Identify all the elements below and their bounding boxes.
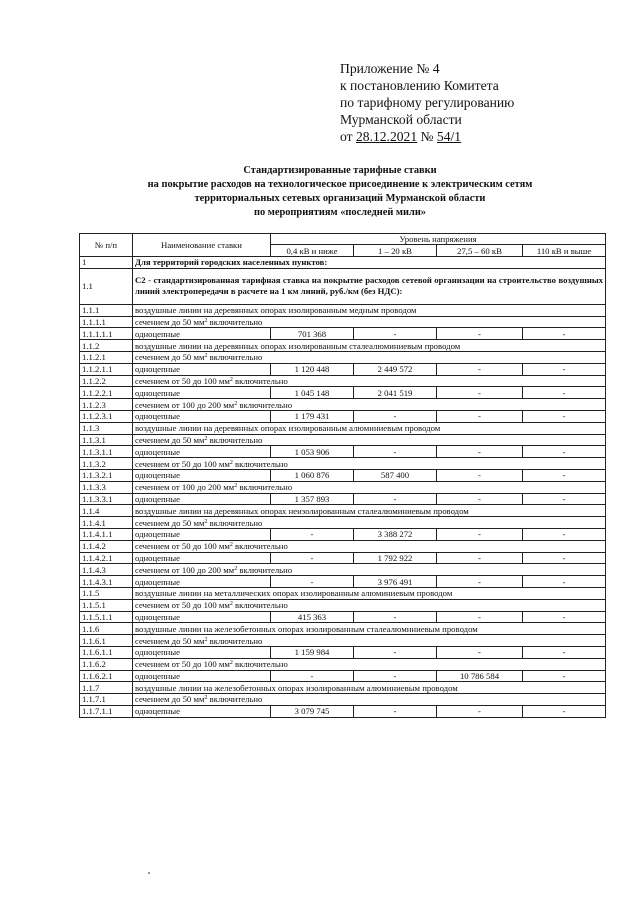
title-line: Стандартизированные тарифные ставки	[243, 165, 437, 176]
row-num: 1.1.3.1.1	[80, 446, 133, 458]
row-num: 1.1.6.2.1	[80, 670, 133, 682]
section-text-tail: включительно	[207, 352, 263, 363]
rate-value: -	[523, 363, 606, 375]
table-body	[80, 257, 606, 718]
unit-superscript: 2	[229, 459, 233, 466]
section-text	[133, 399, 606, 411]
rate-value: -	[354, 328, 437, 340]
section-text	[133, 682, 606, 694]
appendix-line: Приложение № 4	[340, 61, 440, 76]
section-row	[80, 304, 606, 316]
section-text-tail: включительно	[237, 399, 293, 410]
table-row	[80, 493, 606, 505]
section-row	[80, 682, 606, 694]
row-num: 1.1.5.1	[80, 599, 133, 611]
rate-value: -	[354, 705, 437, 717]
row-name: одноцепные	[133, 446, 271, 458]
rate-value: -	[271, 552, 354, 564]
section-text-main: воздушные линии на деревянных опорах изолированным медным проводом	[135, 305, 417, 316]
row-num: 1.1.3	[80, 422, 133, 434]
group-text: Для территорий городских населенных пунктов:	[133, 257, 606, 269]
group-row	[80, 257, 606, 269]
row-num: 1.1.7	[80, 682, 133, 694]
table-row	[80, 646, 606, 658]
row-num: 1.1.3.2.1	[80, 469, 133, 481]
row-num: 1.1.4.1.1	[80, 528, 133, 540]
rate-value: 1 060 876	[271, 469, 354, 481]
section-text-main: воздушные линии на деревянных опорах изолированным сталеалюминиевым проводом	[135, 340, 461, 351]
rate-value: -	[437, 646, 523, 658]
row-num: 1.1.3.1	[80, 434, 133, 446]
row-num: 1.1.7.1.1	[80, 705, 133, 717]
rate-value: 1 792 922	[354, 552, 437, 564]
unit-superscript: 2	[229, 601, 233, 608]
section-text	[133, 623, 606, 635]
section-text-tail: включительно	[232, 375, 288, 386]
rate-value: -	[437, 328, 523, 340]
row-num: 1.1.4	[80, 505, 133, 517]
rate-value: -	[523, 576, 606, 588]
table-row	[80, 446, 606, 458]
row-num: 1.1.2.2.1	[80, 387, 133, 399]
header-voltage: Уровень напряжения	[271, 234, 606, 245]
section-row	[80, 587, 606, 599]
row-num: 1.1.2.1.1	[80, 363, 133, 375]
rate-value: -	[523, 446, 606, 458]
section-text	[133, 694, 606, 706]
section-text-main: воздушные линии на деревянных опорах неизолированным сталеалюминиевым проводом	[135, 505, 469, 516]
section-row	[80, 517, 606, 529]
rate-value: 3 976 491	[354, 576, 437, 588]
table-row	[80, 387, 606, 399]
rate-value: 3 079 745	[271, 705, 354, 717]
section-text-main: сечением от 50 до 100 мм	[135, 541, 230, 552]
header-name: Наименование ставки	[133, 234, 271, 257]
section-row	[80, 635, 606, 647]
row-name: одноцепные	[133, 552, 271, 564]
section-text	[133, 540, 606, 552]
section-text	[133, 304, 606, 316]
section-text	[133, 481, 606, 493]
section-text-tail: включительно	[207, 517, 263, 528]
table-row	[80, 576, 606, 588]
appendix-line: по тарифному регулированию	[340, 95, 515, 110]
row-name: одноцепные	[133, 328, 271, 340]
table-row	[80, 328, 606, 340]
rate-value: -	[523, 493, 606, 505]
section-text-main: сечением до 50 мм	[135, 434, 205, 445]
section-text-tail: включительно	[232, 541, 288, 552]
unit-superscript: 2	[204, 518, 208, 525]
row-num: 1.1.5.1.1	[80, 611, 133, 623]
header-num: № п/п	[80, 234, 133, 257]
header-level: 1 – 20 кВ	[354, 245, 437, 257]
rate-value: -	[437, 576, 523, 588]
rate-value: -	[271, 528, 354, 540]
unit-superscript: 2	[229, 376, 233, 383]
section-row	[80, 351, 606, 363]
table-row	[80, 611, 606, 623]
rate-value: -	[523, 328, 606, 340]
row-name: одноцепные	[133, 363, 271, 375]
rate-value: -	[437, 705, 523, 717]
rate-value: 1 179 431	[271, 410, 354, 422]
section-row	[80, 658, 606, 670]
rate-value: -	[271, 576, 354, 588]
rate-value: 1 053 906	[271, 446, 354, 458]
section-row	[80, 623, 606, 635]
rate-value: 415 363	[271, 611, 354, 623]
rate-value: -	[437, 493, 523, 505]
row-name: одноцепные	[133, 528, 271, 540]
rate-value: 1 045 148	[271, 387, 354, 399]
title-line: по мероприятиям «последней мили»	[253, 207, 426, 218]
section-text-main: сечением от 50 до 100 мм	[135, 659, 230, 670]
unit-superscript: 2	[204, 317, 208, 324]
section-text-main: сечением до 50 мм	[135, 352, 205, 363]
unit-superscript: 2	[234, 565, 238, 572]
row-name: одноцепные	[133, 646, 271, 658]
section-row	[80, 540, 606, 552]
scan-speck	[148, 872, 150, 874]
section-text	[133, 434, 606, 446]
rate-value: 587 400	[354, 469, 437, 481]
header-level: 27,5 – 60 кВ	[437, 245, 523, 257]
row-num: 1.1.2.2	[80, 375, 133, 387]
table-row	[80, 552, 606, 564]
section-text	[133, 351, 606, 363]
rate-value: -	[354, 611, 437, 623]
section-text-tail: включительно	[207, 434, 263, 445]
unit-superscript: 2	[204, 636, 208, 643]
section-text	[133, 340, 606, 352]
section-text-main: сечением от 50 до 100 мм	[135, 600, 230, 611]
rate-value: 1 120 448	[271, 363, 354, 375]
section-text-main: сечением до 50 мм	[135, 316, 205, 327]
header-level: 0,4 кВ и ниже	[271, 245, 354, 257]
unit-superscript: 2	[204, 435, 208, 442]
appendix-line: Мурманской области	[340, 112, 462, 127]
unit-superscript: 2	[229, 542, 233, 549]
rate-value: 3 388 272	[354, 528, 437, 540]
row-num: 1.1.3.2	[80, 458, 133, 470]
section-text-main: сечением до 50 мм	[135, 635, 205, 646]
tariff-table	[79, 233, 606, 718]
row-name: одноцепные	[133, 576, 271, 588]
table-row	[80, 705, 606, 717]
rate-value: 2 041 519	[354, 387, 437, 399]
section-text-main: сечением от 50 до 100 мм	[135, 375, 230, 386]
rate-value: -	[523, 528, 606, 540]
section-text	[133, 564, 606, 576]
section-text-main: сечением до 50 мм	[135, 517, 205, 528]
row-num: 1	[80, 257, 133, 269]
rate-value: -	[354, 410, 437, 422]
table-row	[80, 528, 606, 540]
section-row	[80, 422, 606, 434]
section-text-tail: включительно	[207, 316, 263, 327]
section-text	[133, 458, 606, 470]
row-num: 1.1.6.1.1	[80, 646, 133, 658]
section-row	[80, 458, 606, 470]
section-text	[133, 635, 606, 647]
row-num: 1.1.4.2.1	[80, 552, 133, 564]
row-name: одноцепные	[133, 670, 271, 682]
row-num: 1.1.4.3	[80, 564, 133, 576]
rate-value: -	[523, 646, 606, 658]
section-text	[133, 422, 606, 434]
row-num: 1.1.2.3.1	[80, 410, 133, 422]
row-name: одноцепные	[133, 705, 271, 717]
intro-text: С2 - стандартизированная тарифная ставка на покрытие расходов сетевой организации на строительство воздушных линий электропередачи в расчете на 1 км линий, руб./км (без НДС):	[133, 268, 606, 304]
table-row	[80, 410, 606, 422]
section-text-tail: включительно	[207, 694, 263, 705]
unit-superscript: 2	[204, 695, 208, 702]
row-name: одноцепные	[133, 410, 271, 422]
table-row	[80, 670, 606, 682]
rate-value: -	[354, 670, 437, 682]
rate-value: -	[523, 670, 606, 682]
section-row	[80, 434, 606, 446]
rate-value: -	[354, 446, 437, 458]
header-level: 110 кВ и выше	[523, 245, 606, 257]
intro-row	[80, 268, 606, 304]
section-text	[133, 517, 606, 529]
section-text-main: воздушные линии на деревянных опорах изолированным алюминиевым проводом	[135, 423, 441, 434]
rate-value: -	[354, 646, 437, 658]
row-name: одноцепные	[133, 611, 271, 623]
row-num: 1.1.6.1	[80, 635, 133, 647]
section-text	[133, 658, 606, 670]
rate-value: 1 357 893	[271, 493, 354, 505]
row-name: одноцепные	[133, 493, 271, 505]
section-text-tail: включительно	[237, 564, 293, 575]
rate-value: -	[437, 528, 523, 540]
section-text-main: сечением от 50 до 100 мм	[135, 458, 230, 469]
rate-value: -	[523, 410, 606, 422]
section-row	[80, 340, 606, 352]
section-text-main: сечением от 100 до 200 мм	[135, 399, 235, 410]
document-title	[60, 164, 620, 220]
title-line: территориальных сетевых организаций Мурманской области	[194, 193, 486, 204]
rate-value: 2 449 572	[354, 363, 437, 375]
rate-value: -	[523, 469, 606, 481]
rate-value: 10 786 584	[437, 670, 523, 682]
row-name: одноцепные	[133, 469, 271, 481]
section-text-tail: включительно	[232, 600, 288, 611]
row-num: 1.1.1.1.1	[80, 328, 133, 340]
row-num: 1.1.3.3	[80, 481, 133, 493]
rate-value: -	[271, 670, 354, 682]
row-num: 1.1.6.2	[80, 658, 133, 670]
unit-superscript: 2	[204, 353, 208, 360]
section-text	[133, 505, 606, 517]
section-text-main: сечением от 100 до 200 мм	[135, 482, 235, 493]
unit-superscript: 2	[229, 660, 233, 667]
section-row	[80, 481, 606, 493]
row-num: 1.1.2.1	[80, 351, 133, 363]
row-num: 1.1.6	[80, 623, 133, 635]
table-row	[80, 363, 606, 375]
section-text-tail: включительно	[237, 482, 293, 493]
section-row	[80, 564, 606, 576]
rate-value: 1 159 984	[271, 646, 354, 658]
row-name: одноцепные	[133, 387, 271, 399]
rate-value: -	[437, 446, 523, 458]
section-text-main: сечением до 50 мм	[135, 694, 205, 705]
date-prefix: от	[340, 129, 356, 144]
section-row	[80, 505, 606, 517]
section-row	[80, 399, 606, 411]
section-row	[80, 694, 606, 706]
row-num: 1.1.1.1	[80, 316, 133, 328]
appendix-date-line	[340, 128, 514, 145]
number-sign: №	[417, 129, 437, 144]
section-text-main: воздушные линии на металлических опорах изолированным алюминиевым проводом	[135, 588, 453, 599]
rate-value: -	[437, 552, 523, 564]
resolution-number: 54/1	[436, 129, 462, 144]
title-line: на покрытие расходов на технологическое присоединение к электрическим сетям	[147, 179, 533, 190]
appendix-header	[340, 60, 514, 145]
rate-value: -	[523, 387, 606, 399]
rate-value: -	[437, 363, 523, 375]
rate-value: -	[354, 493, 437, 505]
row-num: 1.1.4.3.1	[80, 576, 133, 588]
row-num: 1.1.2.3	[80, 399, 133, 411]
section-text-tail: включительно	[232, 659, 288, 670]
section-text	[133, 316, 606, 328]
section-text-tail: включительно	[207, 635, 263, 646]
row-num: 1.1.4.2	[80, 540, 133, 552]
section-text-tail: включительно	[232, 458, 288, 469]
table-row	[80, 469, 606, 481]
rate-value: -	[437, 410, 523, 422]
rate-value: 701 368	[271, 328, 354, 340]
row-num: 1.1.7.1	[80, 694, 133, 706]
row-num: 1.1.4.1	[80, 517, 133, 529]
section-text-main: сечением от 100 до 200 мм	[135, 564, 235, 575]
rate-value: -	[523, 552, 606, 564]
section-row	[80, 316, 606, 328]
rate-value: -	[437, 469, 523, 481]
rate-value: -	[437, 387, 523, 399]
rate-value: -	[523, 611, 606, 623]
section-text	[133, 587, 606, 599]
rate-value: -	[437, 611, 523, 623]
section-row	[80, 599, 606, 611]
section-text	[133, 599, 606, 611]
unit-superscript: 2	[234, 483, 238, 490]
row-num: 1.1.3.3.1	[80, 493, 133, 505]
appendix-line: к постановлению Комитета	[340, 78, 499, 93]
section-text	[133, 375, 606, 387]
row-num: 1.1.5	[80, 587, 133, 599]
section-text-main: воздушные линии на железобетонных опорах изолированным сталеалюминиевым проводом	[135, 623, 478, 634]
row-num: 1.1.2	[80, 340, 133, 352]
resolution-date: 28.12.2021	[355, 129, 418, 144]
row-num: 1.1.1	[80, 304, 133, 316]
section-text-main: воздушные линии на железобетонных опорах изолированным алюминиевым проводом	[135, 682, 458, 693]
section-row	[80, 375, 606, 387]
unit-superscript: 2	[234, 400, 238, 407]
rate-value: -	[523, 705, 606, 717]
row-num: 1.1	[80, 268, 133, 304]
